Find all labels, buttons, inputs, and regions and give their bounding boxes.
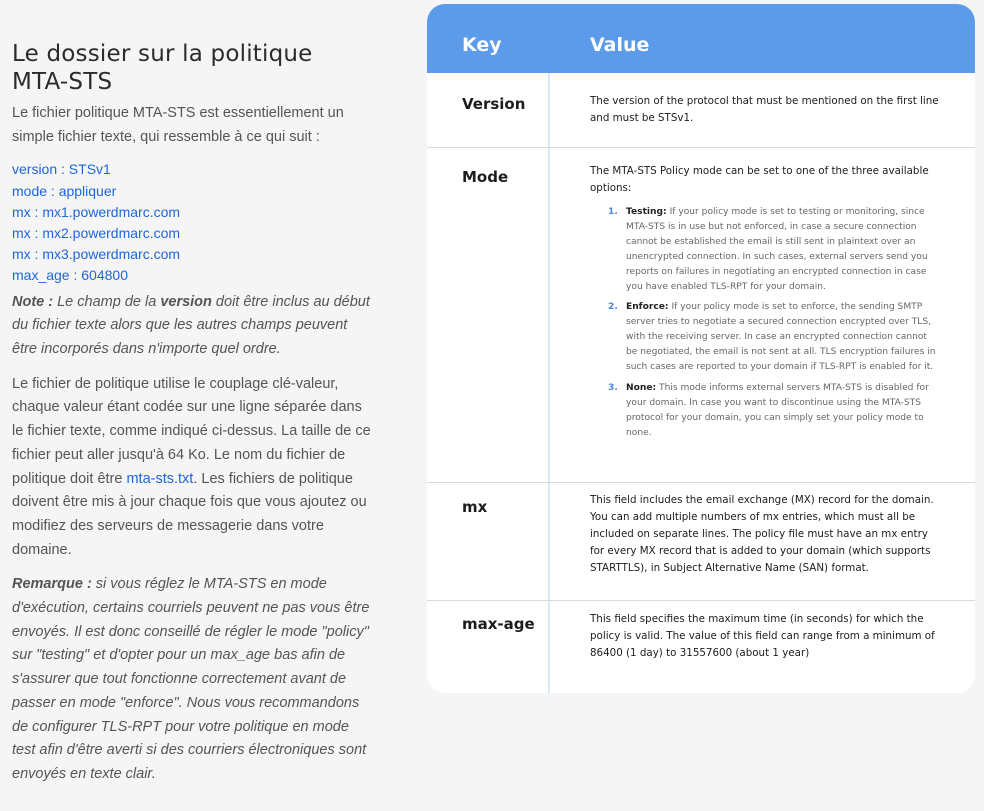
option-text: This mode informs external servers MTA-STS is disabled for your domain. In case you want to discontinue using the MTA-STS protocol for your domain, you can simply set your policy mode to none.	[626, 382, 929, 438]
mode-description: The MTA-STS Policy mode can be set to one of the three available options:	[590, 165, 929, 194]
article-heading: Le dossier sur la politique MTA-STS	[12, 41, 313, 95]
table-row-mx	[427, 483, 975, 600]
policy-line-mx2: mx : mx2.powerdmarc.com	[12, 225, 181, 242]
table-row-mode	[427, 148, 975, 483]
option-title: Enforce:	[626, 302, 669, 313]
policy-line-mode: mode : appliquer	[12, 182, 117, 199]
remark-text: si vous réglez le MTA-STS en mode d'exécution, certains courriels peuvent ne pas vous être envoyés. Il est donc conseillé de régler le mode "policy" sur "testing" et d'opter pour un max_age bas afin de s'assurer que tout fonctionne correctement avant de passer en mode "enforce". Nous vous recommandons de configurer TLS-RPT pour votre politique en mode test afin d'être averti si des courriers électroniques sont envoyés en texte clair.	[12, 576, 370, 782]
policy-example	[12, 159, 372, 286]
table-header	[427, 4, 975, 73]
option-number: 2.	[608, 302, 618, 313]
policy-fields-table	[427, 4, 975, 693]
row-key-max-age: max-age	[462, 615, 535, 633]
row-value-mx: This field includes the email exchange (MX) record for the domain. You can add multiple numbers of mx entries, which must all be included on separate lines. The policy file must have an mx entry for every MX record that is added to your domain (which supports STARTTLS), in Subject Alternative Name (SAN) format.	[590, 494, 934, 574]
row-value-version: The version of the protocol that must be mentioned on the first line and must be STSv1.	[590, 95, 939, 124]
table-row-max-age	[427, 601, 975, 693]
para-text-after: . Les fichiers de politique doivent être mis à jour chaque fois que vous ajoutez ou modifiez des serveurs de messagerie dans votre domaine.	[12, 470, 367, 558]
option-title: None:	[626, 382, 657, 393]
policy-file-paragraph	[12, 373, 372, 563]
note-text-before: Le champ de la	[53, 293, 161, 310]
mode-option-testing	[608, 205, 941, 294]
intro-paragraph: Le fichier politique MTA-STS est essentiellement un simple fichier texte, qui ressemble à ce qui suit :	[12, 105, 344, 145]
header-key: Key	[462, 34, 502, 56]
option-body	[626, 381, 941, 441]
option-body	[626, 300, 941, 375]
remark-paragraph	[12, 573, 372, 786]
article-section	[12, 40, 372, 787]
policy-line-max-age: max_age : 604800	[12, 267, 128, 284]
mode-options-list	[590, 205, 941, 441]
para-text-before: Le fichier de politique utilise le couplage clé-valeur, chaque valeur étant codée sur une ligne séparée dans le fichier texte, comme indiqué ci-dessus. La taille de ce fichier peut aller jusqu'à 64 Ko. Le nom du fichier de politique doit être	[12, 375, 371, 487]
mode-option-none	[608, 381, 941, 441]
policy-line-version: version : STSv1	[12, 161, 111, 178]
row-key-mode: Mode	[462, 168, 509, 186]
row-value-max-age: This field specifies the maximum time (in seconds) for which the policy is valid. The value of this field can range from a minimum of 86400 (1 day) to 31557600 (about 1 year)	[590, 613, 935, 659]
remark-label: Remarque :	[12, 576, 92, 593]
row-key-version: Version	[462, 95, 526, 113]
option-text: If your policy mode is set to enforce, the sending SMTP server tries to negotiate a secured connection encrypted over TLS, with the receiving server. In case an encrypted connection cannot be negotiated, the email is not sent at all. TLS encryption failures in such cases are reported to your domain if TLS-RPT is enabled for it.	[626, 302, 936, 373]
note-text-after: doit être inclus au début du fichier texte alors que les autres champs peuvent être incorporés dans n'importe quel ordre.	[12, 293, 370, 358]
row-value-mode	[590, 163, 941, 447]
table-row-version	[427, 73, 975, 147]
mta-sts-txt-link[interactable]: mta-sts.txt	[126, 470, 194, 487]
option-title: Testing:	[626, 207, 667, 217]
row-key-mx: mx	[462, 498, 488, 516]
header-value: Value	[590, 34, 650, 56]
option-number: 3.	[608, 382, 618, 393]
mode-option-enforce	[608, 300, 941, 375]
policy-line-mx1: mx : mx1.powerdmarc.com	[12, 203, 181, 220]
note-paragraph	[12, 291, 372, 362]
note-emphasis: version	[160, 293, 212, 310]
option-text: If your policy mode is set to testing or monitoring, since MTA-STS is in use but not enforced, in case a secure connection cannot be established the email is still sent in plaintext over an unencrypted connection. In such cases, external servers send you reports on failures in negotiating an encrypted connection in case you have enabled TLS-RPT for your domain.	[626, 207, 928, 292]
option-body	[626, 205, 941, 294]
policy-line-mx3: mx : mx3.powerdmarc.com	[12, 246, 181, 263]
note-label: Note :	[12, 293, 54, 310]
option-number: 1.	[608, 207, 618, 217]
